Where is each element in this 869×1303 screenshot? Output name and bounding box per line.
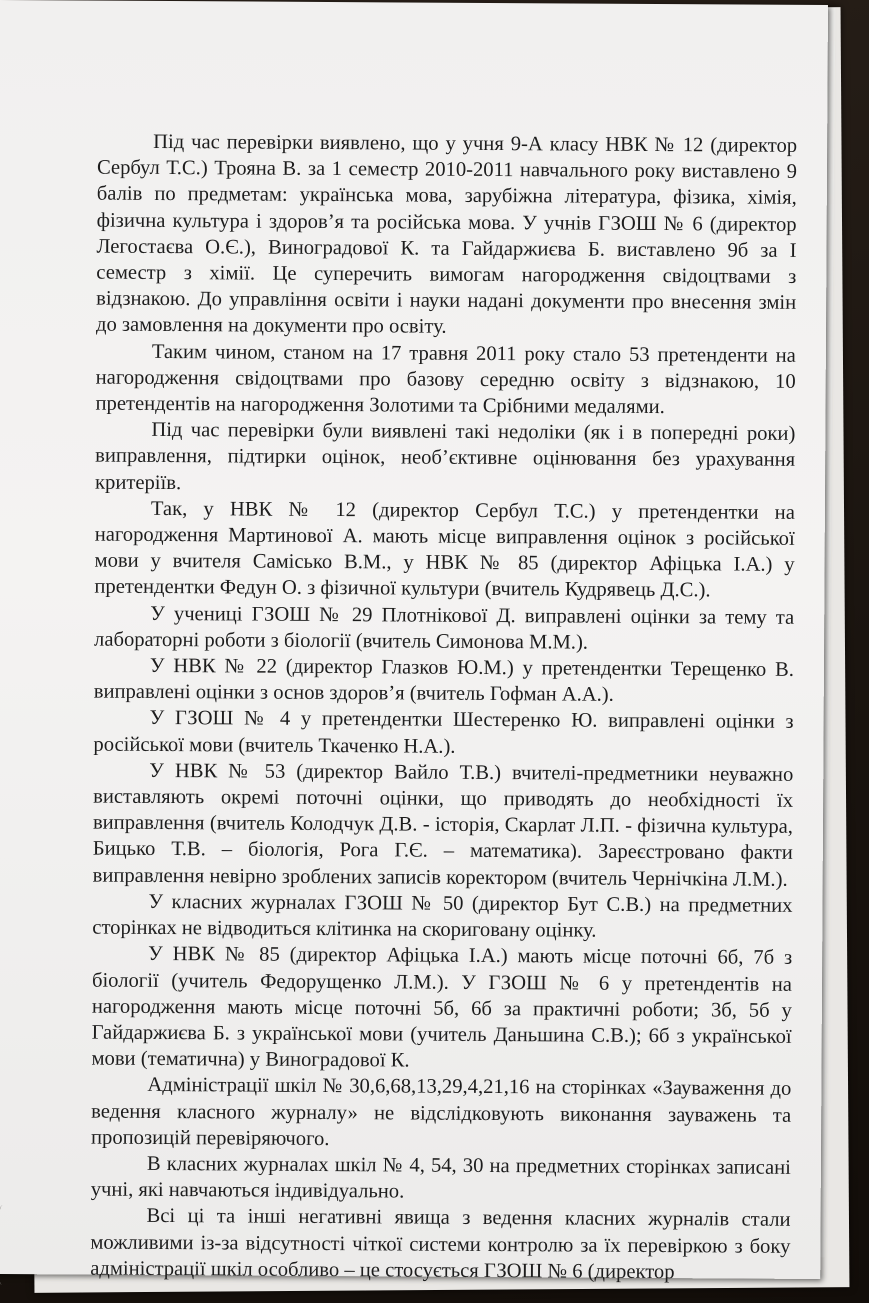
paragraph: Під час перевірки виявлено, що у учня 9-А класу НВК № 12 (директор Сербул Т.С.) Трояна В. за 1 семестр 2010-2011 навчального року виставлено 9 балів по предметам: українська мова, зарубіжна література, фізика, хімія, фізична культура і здоров’я та російська мова. У учнів ГЗОШ № 6 (директор Легостаєва О.Є.), Виноградової К. та Гайдаржиєва Б. виставлено 9б за І семестр з хімії. Це суперечить вимогам нагородження свідоцтвами з відзнакою. До управління освіти і науки надані документи про внесення змін до замовлення на документи про освіту. <box>95 130 798 339</box>
paragraph: У НВК № 85 (директор Афіцька І.А.) мають місце поточні 6б, 7б з біології (учитель Федорущенко Л.М.). У ГЗОШ № 6 у претендентів на нагородження мають місце поточні 5б, 6б за практичні роботи; 3б, 5б у Гайдаржиєва Б. з української мови (учитель Даньшина С.В.); 6б з української мови (тематична) у Виноградової К. <box>91 943 793 1072</box>
document-body <box>90 129 797 1286</box>
paragraph: Так, у НВК № 12 (директор Сербул Т.С.) у претендентки на нагородження Мартинової А. мають місце виправлення оцінок з російської мови у вчителя Самісько В.М., у НВК № 85 (директор Афіцька І.А.) у претендентки Федун О. з фізичної культури (вчитель Кудрявець Д.С.). <box>94 497 795 602</box>
paragraph: У НВК № 53 (директор Вайло Т.В.) вчителі-предметники неуважно виставляють окремі поточні оцінки, що приводять до необхідності їх виправлення (вчитель Колодчук Д.В. - історія, Скарлат Л.П. - фізична культура, Бицько Т.В. – біологія, Рога Г.Є. – математика). Зареєстровано факти виправлення невірно зроблених записів коректором (вчитель Чернічкіна Л.М.). <box>92 759 794 891</box>
paragraph: У НВК № 22 (директор Глазков Ю.М.) у претендентки Терещенко В. виправлені оцінки з основ здоров’я (вчитель Гофман А.А.). <box>93 654 794 707</box>
paragraph: Таким чином, станом на 17 травня 2011 року стало 53 претенденти на нагородження свідоцтвами про базову середню освіту з відзнакою, 10 претендентів на нагородження Золотими та Срібними медалями. <box>95 340 796 419</box>
paragraph: У учениці ГЗОШ № 29 Плотнікової Д. виправлені оцінки за тему та лабораторні роботи з біології (вчитель Симонова М.М.). <box>94 602 795 654</box>
paragraph: В класних журналах шкіл № 4, 54, 30 на предметних сторінках записані учні, які навчаються індивідуально. <box>90 1152 791 1203</box>
margin-pen-mark <box>0 1205 12 1285</box>
paragraph: Під час перевірки були виявлені такі недоліки (як і в попередні роки) виправлення, підтирки оцінок, необ’єктивне оцінювання без урахування критеріїв. <box>94 419 796 494</box>
paragraph: У класних журналах ГЗОШ № 50 (директор Бут С.В.) на предметних сторінках не відводиться клітинка на скориговану оцінку. <box>92 890 793 942</box>
paragraph: Адміністрації шкіл № 30,6,68,13,29,4,21,16 на сторінках «Зауваження до ведення класного журналу» не відслідковують виконання зауважень та пропозицій перевіряючого. <box>90 1074 792 1150</box>
paragraph: У ГЗОШ № 4 у претендентки Шестеренко Ю. виправлені оцінки з російської мови (вчитель Ткаченко Н.А.). <box>93 707 794 758</box>
paragraph: Всі ці та інші негативні явища з ведення класних журналів стали можливими із-за відсутності чіткої системи контролю за їх перевіркою з боку адміністрації шкіл особливо – це стосується ГЗОШ № 6 (директор <box>90 1205 791 1283</box>
